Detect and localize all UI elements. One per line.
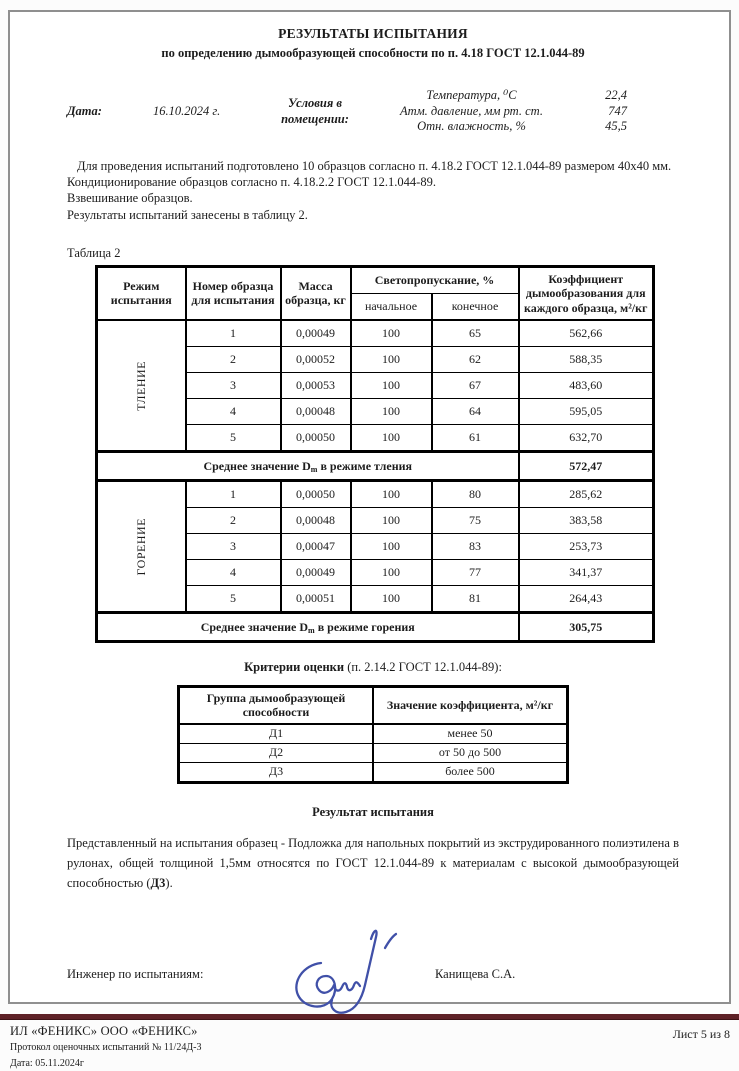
cell-mass: 0,00050	[281, 425, 351, 452]
cell-num: 5	[186, 425, 281, 452]
burn-section	[97, 481, 654, 642]
cell-mass: 0,00049	[281, 560, 351, 586]
room-conditions-label: Условия в помещении:	[281, 96, 349, 127]
footer-org-name: ИЛ «ФЕНИКС» ООО «ФЕНИКС»	[10, 1024, 198, 1038]
engineer-name: Канищева С.А.	[435, 966, 516, 981]
criteria-value: более 500	[373, 762, 568, 782]
smolder-section	[97, 320, 654, 481]
cell-mass: 0,00049	[281, 320, 351, 347]
cell-mass: 0,00047	[281, 534, 351, 560]
table-row	[97, 481, 654, 508]
signature-image	[285, 925, 413, 1021]
cell-coef: 264,43	[519, 586, 654, 613]
condition-label: Атм. давление, мм рт. ст.	[400, 103, 543, 118]
conditions-block	[67, 88, 679, 135]
cell-initial: 100	[351, 347, 432, 373]
cell-final: 81	[432, 586, 519, 613]
criteria-row	[179, 724, 568, 744]
cell-final: 61	[432, 425, 519, 452]
cell-coef: 588,35	[519, 347, 654, 373]
cell-initial: 100	[351, 534, 432, 560]
condition-row	[369, 119, 679, 135]
cell-coef: 341,37	[519, 560, 654, 586]
cell-num: 1	[186, 481, 281, 508]
cell-initial: 100	[351, 586, 432, 613]
cell-mass: 0,00048	[281, 508, 351, 534]
cell-final: 77	[432, 560, 519, 586]
cell-mass: 0,00051	[281, 586, 351, 613]
condition-label: Температура, ⁰С	[426, 88, 517, 102]
criteria-table	[177, 685, 569, 784]
results-table-header	[97, 266, 654, 320]
cell-num: 2	[186, 347, 281, 373]
smolder-average-row	[97, 452, 654, 481]
cell-coef: 285,62	[519, 481, 654, 508]
footer-protocol-number: Протокол оценочных испытаний № 11/24Д-3	[10, 1042, 202, 1053]
cell-final: 65	[432, 320, 519, 347]
mode-cell-smolder	[97, 320, 186, 452]
cell-coef: 632,70	[519, 425, 654, 452]
criteria-col-value: Значение коэффициента, м²/кг	[373, 687, 568, 724]
cell-num: 3	[186, 534, 281, 560]
cell-num: 4	[186, 399, 281, 425]
cell-final: 83	[432, 534, 519, 560]
date-value: 16.10.2024 г.	[153, 103, 221, 118]
table-row	[97, 320, 654, 347]
cell-initial: 100	[351, 425, 432, 452]
burn-average-row	[97, 613, 654, 642]
mode-label: ТЛЕНИЕ	[134, 360, 149, 411]
criteria-group: Д3	[179, 762, 374, 782]
footer-info	[10, 1024, 201, 1070]
condition-row	[369, 104, 679, 120]
page-subtitle: по определению дымообразующей способности по п. 4.18 ГОСТ 12.1.044-89	[161, 46, 585, 60]
criteria-value: от 50 до 500	[373, 743, 568, 762]
cell-initial: 100	[351, 320, 432, 347]
condition-value: 45,5	[605, 119, 627, 134]
criteria-heading: Критерии оценки (п. 2.14.2 ГОСТ 12.1.044-89):	[244, 660, 502, 675]
cell-final: 67	[432, 373, 519, 399]
cell-num: 3	[186, 373, 281, 399]
cell-initial: 100	[351, 508, 432, 534]
col-header-light-transmission: Светопропускание, %	[351, 266, 519, 293]
cell-final: 64	[432, 399, 519, 425]
cell-coef: 383,58	[519, 508, 654, 534]
intro-line: Кондиционирование образцов согласно п. 4.18.2.2 ГОСТ 12.1.044-89.	[67, 175, 436, 190]
cell-num: 4	[186, 560, 281, 586]
criteria-row	[179, 762, 568, 782]
cell-coef: 253,73	[519, 534, 654, 560]
cell-coef: 595,05	[519, 399, 654, 425]
condition-value: 747	[608, 103, 627, 118]
criteria-group: Д2	[179, 743, 374, 762]
cell-initial: 100	[351, 399, 432, 425]
cell-mass: 0,00052	[281, 347, 351, 373]
col-header-coefficient: Коэффициент дымообразования для каждого образца, м²/кг	[519, 266, 654, 320]
engineer-label: Инженер по испытаниям:	[67, 966, 204, 981]
footer-date: Дата: 05.11.2024г	[10, 1057, 84, 1069]
col-header-mass: Масса образца, кг	[281, 266, 351, 320]
cell-mass: 0,00050	[281, 481, 351, 508]
smoke-class-value: Д3	[150, 875, 166, 890]
cell-coef: 483,60	[519, 373, 654, 399]
condition-label: Отн. влажность, %	[417, 119, 526, 134]
col-header-initial: начальное	[351, 293, 432, 320]
date-label: Дата:	[67, 103, 102, 118]
cell-mass: 0,00048	[281, 399, 351, 425]
criteria-group: Д1	[179, 724, 374, 744]
page-title: РЕЗУЛЬТАТЫ ИСПЫТАНИЯ	[278, 26, 468, 41]
cell-num: 1	[186, 320, 281, 347]
condition-value: 22,4	[605, 88, 627, 102]
cell-mass: 0,00053	[281, 373, 351, 399]
cell-num: 5	[186, 586, 281, 613]
mode-cell-burn	[97, 481, 186, 613]
intro-paragraph	[67, 158, 679, 223]
criteria-row	[179, 743, 568, 762]
col-header-sample-num: Номер образца для испытания	[186, 266, 281, 320]
cell-initial: 100	[351, 481, 432, 508]
criteria-value: менее 50	[373, 724, 568, 744]
footer-divider-line	[0, 1014, 739, 1020]
signature-block	[67, 931, 679, 1026]
col-header-final: конечное	[432, 293, 519, 320]
intro-line: Результаты испытаний занесены в таблицу 2.	[67, 207, 308, 222]
burn-average-label: Среднее значение $D_m$ в режиме горения	[97, 613, 519, 642]
smolder-average-value: 572,47	[519, 452, 654, 481]
result-paragraph: Представленный на испытания образец - Подложка для напольных покрытий из экструдированного полиэтилена в рулонах, общей толщиной 1,5мм относятся по ГОСТ 12.1.044-89 к материалам с высокой дымообразующей способностью (Д3).	[67, 835, 679, 890]
cell-final: 75	[432, 508, 519, 534]
criteria-col-group: Группа дымообразующей способности	[179, 687, 374, 724]
table-2-caption: Таблица 2	[67, 245, 121, 260]
burn-average-value: 305,75	[519, 613, 654, 642]
results-table	[95, 265, 655, 643]
cell-final: 62	[432, 347, 519, 373]
conditions-list	[369, 88, 679, 135]
cell-initial: 100	[351, 560, 432, 586]
result-heading: Результат испытания	[312, 804, 434, 819]
col-header-mode: Режим испытания	[97, 266, 186, 320]
cell-initial: 100	[351, 373, 432, 399]
cell-num: 2	[186, 508, 281, 534]
footer-page-number: Лист 5 из 8	[672, 1027, 730, 1041]
cell-final: 80	[432, 481, 519, 508]
intro-line: Для проведения испытаний подготовлено 10 образцов согласно п. 4.18.2 ГОСТ 12.1.044-89 размером 40х40 мм.	[77, 158, 672, 173]
intro-line: Взвешивание образцов.	[67, 191, 193, 206]
condition-row	[369, 88, 679, 104]
report-page-frame	[8, 10, 731, 1004]
mode-label: ГОРЕНИЕ	[134, 517, 149, 576]
cell-coef: 562,66	[519, 320, 654, 347]
smolder-average-label: Среднее значение $D_m$ в режиме тления	[97, 452, 519, 481]
